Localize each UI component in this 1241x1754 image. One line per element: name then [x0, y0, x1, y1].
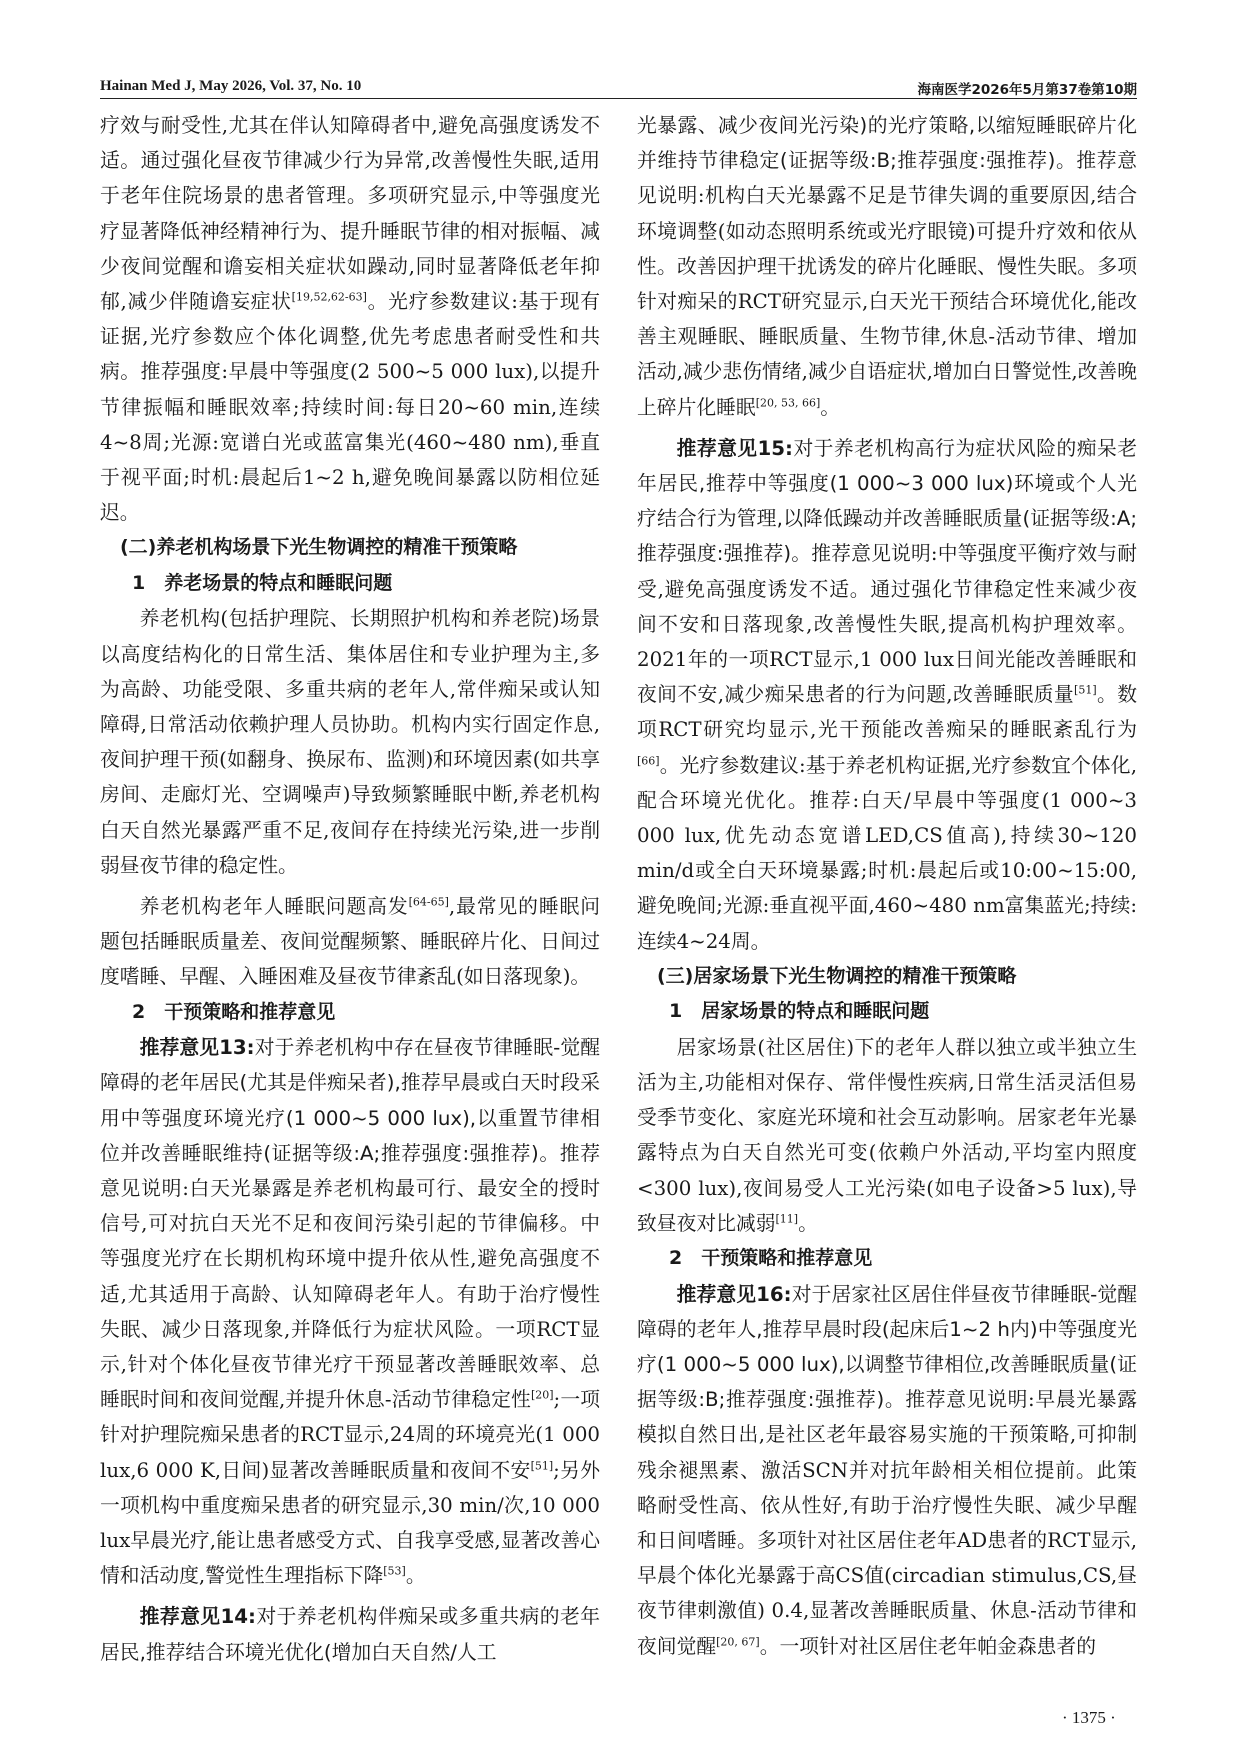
citation: [11] — [775, 1212, 799, 1226]
body-text: 居家场景(社区居住)下的老年人群以独立或半独立生活为主,功能相对保存、常伴慢性疾病,日常生活灵活但易受季节变化、家庭光环境和社会互动影响。居家老年光暴露特点为白天自然光可变(依赖户外活动,平均室内照度<300 lux),夜间易受人工光污染(如电子设备>5 lux),导致昼夜对比减弱 — [637, 1035, 1137, 1235]
recommendation-label: 推荐意见14: — [139, 1605, 256, 1629]
journal-citation-cn: 海南医学2026年5月第37卷第10期 — [917, 82, 1137, 98]
recommendation-15 — [637, 431, 1137, 959]
body-text: 疗效与耐受性,尤其在伴认知障碍者中,避免高强度诱发不适。通过强化昼夜节律减少行为异常,改善慢性失眠,适用于老年住院场景的患者管理。多项研究显示,中等强度光疗显著降低神经精神行为、提升睡眠节律的相对振幅、减少夜间觉醒和谵妄相关症状如躁动,同时显著降低老年抑郁,减少伴随谵妄症状 — [100, 114, 600, 314]
citation: [19,52,62-63] — [291, 290, 367, 304]
body-text: ;另外一项机构中重度痴呆患者的研究显示,30 min/次,10 000 lux早晨光疗,能让患者感受方式、自我享受感,显著改善心情和活动度,警觉性生理指标下降 — [100, 1458, 600, 1588]
recommendation-text: 对于养老机构伴痴呆或多重共病的老年居民,推荐结合环境光优化(增加白天自然/人工 — [100, 1605, 600, 1664]
running-header — [100, 72, 1137, 100]
subsection-heading: 1 居家场景的特点和睡眠问题 — [669, 1000, 930, 1023]
body-text: 。数项RCT研究均显示,光干预能改善痴呆的睡眠紊乱行为 — [637, 683, 1137, 742]
citation: [66] — [637, 754, 660, 768]
recommendation-13 — [100, 1030, 600, 1593]
body-text: 。推荐意见说明:早晨光暴露模拟自然日出,是社区老年最容易实施的干预策略,可抑制残余褪黑素、激活SCN并对抗年龄相关相位提前。此策略耐受性高、依从性好,有助于治疗慢性失眠、减少早醒和日间嗜睡。多项针对社区居住老年AD患者的RCT显示,早晨个体化光暴露于高CS值(circadian stimulus,CS,昼夜节律刺激值) 0.4,显著改善睡眠质量、休息-活动节律和夜间觉醒 — [637, 1388, 1137, 1658]
right-column — [637, 108, 1137, 1664]
body-text: 。 — [405, 1564, 426, 1588]
paragraph — [100, 108, 600, 530]
citation: [64-65] — [408, 895, 449, 909]
body-text: 。 — [798, 1211, 818, 1235]
recommendation-label: 推荐意见15: — [676, 436, 793, 460]
body-text: ;一项针对护理院痴呆患者的RCT显示,24周的环境亮光(1 000 lux,6 000 K,日间)显著改善睡眠质量和夜间不安 — [100, 1388, 600, 1482]
paragraph: 养老机构(包括护理院、长期照护机构和养老院)场景以高度结构化的日常生活、集体居住和专业护理为主,多为高龄、功能受限、多重共病的老年人,常伴痴呆或认知障碍,日常活动依赖护理人员协助。机构内实行固定作息,夜间护理干预(如翻身、换尿布、监测)和环境因素(如共享房间、走廊灯光、空调噪声)导致频繁睡眠中断,养老机构白天自然光暴露严重不足,夜间存在持续光污染,进一步削弱昼夜节律的稳定性。 — [100, 607, 600, 877]
left-column — [100, 108, 600, 1670]
subsection-heading: 2 干预策略和推荐意见 — [132, 1000, 336, 1023]
recommendation-16 — [637, 1277, 1137, 1664]
body-text: 。推荐意见说明:白天光暴露是养老机构最可行、最安全的授时信号,可对抗白天光不足和夜间污染引起的节律偏移。中等强度光疗在长期机构环境中提升依从性,避免高强度不适,尤其适用于高龄、认知障碍老年人。有助于治疗慢性失眠、减少日落现象,并降低行为症状风险。一项RCT显示,针对个体化昼夜节律光疗干预显著改善睡眠效率、总睡眠时间和夜间觉醒,并提升休息-活动节律稳定性 — [100, 1141, 600, 1412]
body-text: 。 — [820, 395, 841, 419]
recommendation-text: 对于养老机构高行为症状风险的痴呆老年居民,推荐中等强度(1 000~3 000 lux)环境或个人光疗结合行为管理,以降低躁动并改善睡眠质量(证据等级:A;推荐强度:强推荐) — [637, 436, 1137, 566]
body-text: 。推荐意见说明:机构白天光暴露不足是节律失调的重要原因,结合环境调整(如动态照明系统或光疗眼镜)可提升疗效和依从性。改善因护理干扰诱发的碎片化睡眠、慢性失眠。多项针对痴呆的RCT研究显示,白天光干预结合环境优化,能改善主观睡眠、睡眠质量、生物节律,休息-活动节律、增加活动,减少悲伤情绪,减少自语症状,增加白日警觉性,改善晚上碎片化睡眠 — [637, 149, 1137, 419]
citation: [20, 53, 66] — [755, 396, 821, 410]
body-text: 。光疗参数建议:基于现有证据,光疗参数应个体化调整,优先考虑患者耐受性和共病。推荐强度:早晨中等强度(2 500~5 000 lux),以提升节律振幅和睡眠效率;持续时间:每日20~60 min,连续4~8周;光源:宽谱白光或蓝富集光(460~480 nm),垂直于视平面;时机:晨起后1~2 h,避免晚间暴露以防相位延迟。 — [100, 290, 600, 525]
citation: [51] — [1074, 683, 1097, 697]
body-text: 。光疗参数建议:基于养老机构证据,光疗参数宜个体化,配合环境光优化。推荐:白天/早晨中等强度(1 000~3 000 lux,优先动态宽谱LED,CS值高),持续30~120 min/d或全白天环境暴露;时机:晨起后或10:00~15:00,避免晚间;光源:垂直视平面,460~480 nm富集蓝光;持续:连续4~24周。 — [637, 753, 1137, 953]
body-text: 养老机构老年人睡眠问题高发 — [139, 895, 409, 919]
citation: [51] — [530, 1459, 554, 1473]
recommendation-text: 光暴露、减少夜间光污染)的光疗策略,以缩短睡眠碎片化并维持节律稳定(证据等级:B;推荐强度:强推荐) — [637, 114, 1137, 173]
recommendation-text: 对于居家社区居住伴昼夜节律睡眠-觉醒障碍的老年人,推荐早晨时段(起床后1~2 h内)中等强度光疗(1 000~5 000 lux),以调整节律相位,改善睡眠质量(证据等级:B;推荐强度:强推荐) — [637, 1282, 1137, 1412]
journal-citation-en: Hainan Med J, May 2026, Vol. 37, No. 10 — [100, 78, 362, 94]
page-number: · 1375 · — [1062, 1708, 1116, 1727]
subsection-heading: 2 干预策略和推荐意见 — [669, 1247, 873, 1270]
paragraph — [637, 108, 1137, 425]
section-heading: (二)养老机构场景下光生物调控的精准干预策略 — [120, 536, 518, 559]
recommendation-14 — [100, 1599, 600, 1669]
recommendation-text: 对于养老机构中存在昼夜节律睡眠-觉醒障碍的老年居民(尤其是伴痴呆者),推荐早晨或白天时段采用中等强度环境光疗(1 000~5 000 lux),以重置节律相位并改善睡眠维持(证据等级:A;推荐强度:强推荐) — [100, 1036, 600, 1165]
recommendation-label: 推荐意见13: — [139, 1036, 255, 1060]
body-text: 。一项针对社区居住老年帕金森患者的 — [759, 1634, 1097, 1658]
paragraph — [637, 1030, 1137, 1241]
header-rule — [100, 98, 1137, 99]
body-text: 。推荐意见说明:中等强度平衡疗效与耐受,避免高强度诱发不适。通过强化节律稳定性来减少夜间不安和日落现象,改善慢性失眠,提高机构护理效率。2021年的一项RCT显示,1 000 lux日间光能改善睡眠和夜间不安,减少痴呆患者的行为问题,改善睡眠质量 — [637, 542, 1137, 707]
section-heading: (三)居家场景下光生物调控的精准干预策略 — [657, 964, 1017, 987]
body-text: ,最常见的睡眠问题包括睡眠质量差、夜间觉醒频繁、睡眠碎片化、日间过度嗜睡、早醒、入睡困难及昼夜节律紊乱(如日落现象)。 — [100, 895, 600, 989]
subsection-heading: 1 养老场景的特点和睡眠问题 — [132, 571, 393, 594]
citation: [20] — [530, 1388, 554, 1402]
paragraph — [100, 889, 600, 995]
citation: [20, 67] — [716, 1635, 760, 1649]
recommendation-label: 推荐意见16: — [676, 1282, 792, 1306]
citation: [53] — [383, 1564, 406, 1578]
